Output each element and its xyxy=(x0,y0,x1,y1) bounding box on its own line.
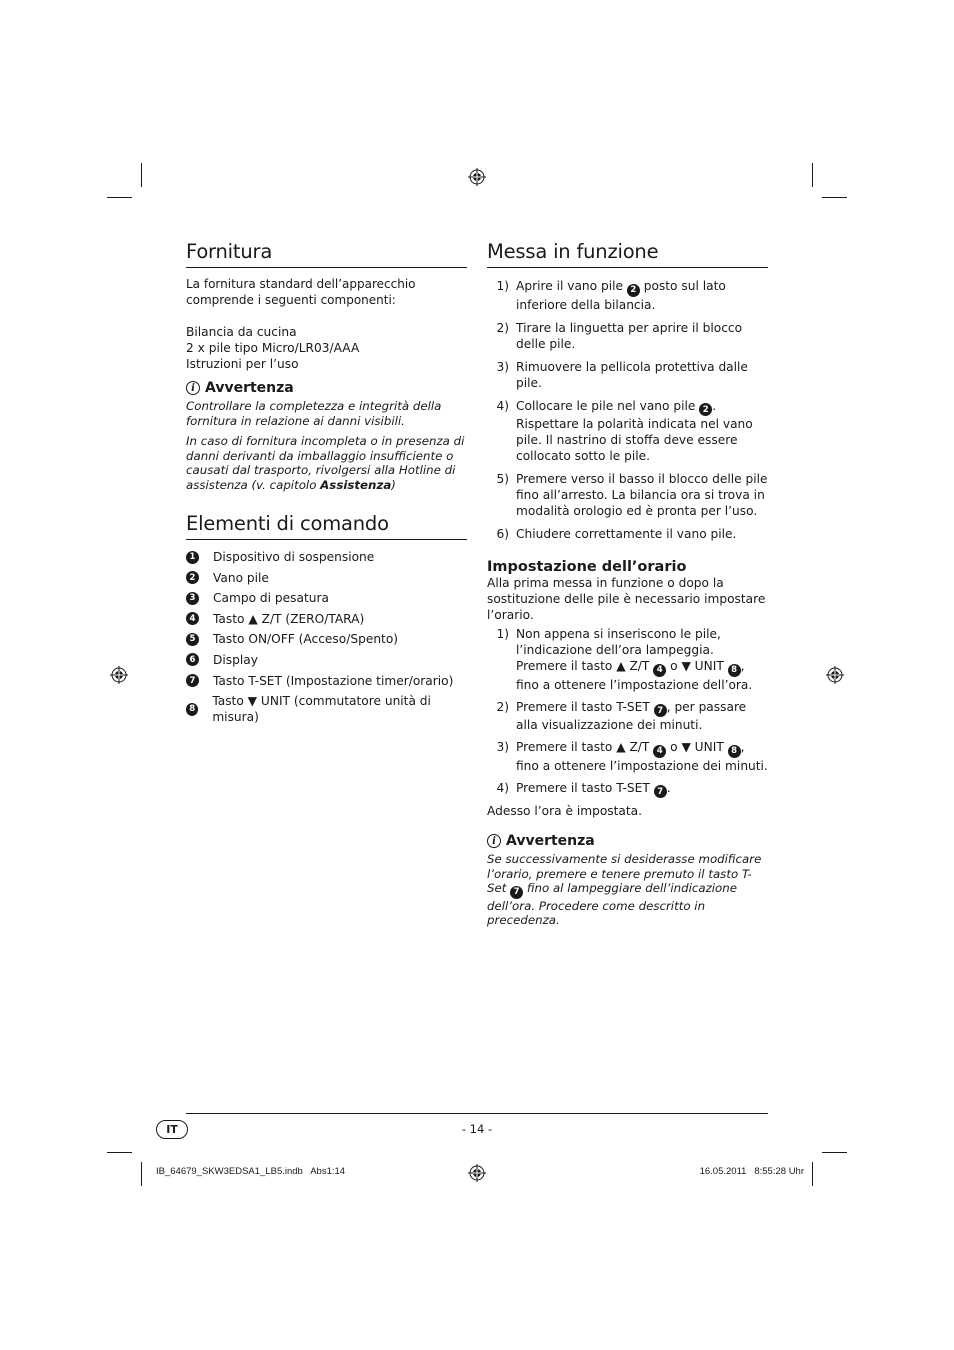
page-number: - 14 - xyxy=(461,1122,493,1136)
section-title-fornitura: Fornitura xyxy=(186,240,467,268)
number-badge: 1 xyxy=(186,551,199,564)
note-text: Controllare la completezza e integrità della fornitura in relazione ai danni visibili. xyxy=(186,399,442,428)
registration-mark-icon xyxy=(826,666,844,684)
number-badge: 8 xyxy=(728,745,741,758)
crop-mark xyxy=(107,1152,132,1153)
crop-mark xyxy=(141,1162,142,1186)
fornitura-intro: La fornitura standard dell’apparecchio comprende i seguenti componenti: xyxy=(186,277,416,307)
orario-outro: Adesso l’ora è impostata. xyxy=(487,804,642,818)
registration-mark-icon xyxy=(468,1164,486,1182)
note-heading xyxy=(487,833,768,849)
footer-rule xyxy=(186,1113,768,1114)
section-title-messa: Messa in funzione xyxy=(487,240,768,268)
number-badge: 6 xyxy=(186,653,199,666)
number-badge: 2 xyxy=(627,284,640,297)
number-badge: 4 xyxy=(653,664,666,677)
crop-mark xyxy=(822,1152,847,1153)
list-item: 6) Chiudere correttamente il vano pile. xyxy=(496,527,737,541)
chapter-reference: Assistenza xyxy=(320,477,392,492)
list-item: Istruzioni per l’uso xyxy=(186,357,299,371)
number-badge: 3 xyxy=(186,592,199,605)
note-heading xyxy=(186,380,467,396)
list-item: 5 Tasto ON/OFF (Acceso/Spento) xyxy=(186,631,467,647)
orario-intro: Alla prima messa in funzione o dopo la sostituzione delle pile è necessario impostare l’orario. xyxy=(487,576,766,622)
number-badge: 7 xyxy=(510,886,523,899)
print-file-info: IB_64679_SKW3EDSA1_LB5.indb Abs1:14 xyxy=(156,1166,346,1177)
number-badge: 4 xyxy=(653,745,666,758)
list-item: 6 Display xyxy=(186,652,467,668)
number-badge: 8 xyxy=(728,664,741,677)
crop-mark xyxy=(141,163,142,187)
number-badge: 2 xyxy=(699,403,712,416)
list-item: 4) Collocare le pile nel vano pile 2 . Rispettare la polarità indicata nel vano pile. Il nastrino di stoffa deve essere collocato sotto le pile. xyxy=(496,398,753,463)
list-item: 7 Tasto T-SET (Impostazione timer/orario) xyxy=(186,673,467,689)
list-item: Bilancia da cucina xyxy=(186,325,297,339)
note-title: Avvertenza xyxy=(506,833,595,849)
controls-list xyxy=(186,549,467,725)
fornitura-list xyxy=(186,324,467,372)
list-item: 2 Vano pile xyxy=(186,570,467,586)
subsection-title-orario: Impostazione dell’orario xyxy=(487,559,687,575)
right-column xyxy=(487,240,768,928)
registration-mark-icon xyxy=(110,666,128,684)
number-badge: 7 xyxy=(654,704,667,717)
list-item: 3) Premere il tasto ▲ Z/T 4 o ▼ UNIT 8 , fino a ottenere l’impostazione dei minuti. xyxy=(496,740,768,773)
crop-mark xyxy=(822,197,847,198)
list-item: 3 Campo di pesatura xyxy=(186,590,467,606)
list-item: 4) Premere il tasto T-SET 7 . xyxy=(496,780,671,797)
crop-mark xyxy=(812,1162,813,1186)
list-item: 5) Premere verso il basso il blocco delle pile fino all’arresto. La bilancia ora si trova in modalità orologio ed è pronta per l’uso. xyxy=(496,472,768,518)
registration-mark-icon xyxy=(468,168,486,186)
section-title-elementi: Elementi di comando xyxy=(186,512,467,540)
print-date: 16.05.2011 8:55:28 Uhr xyxy=(699,1166,804,1177)
list-item: 1) Aprire il vano pile 2 posto sul lato inferiore della bilancia. xyxy=(496,279,726,312)
language-badge xyxy=(156,1120,188,1139)
note-title: Avvertenza xyxy=(205,380,294,396)
number-badge: 4 xyxy=(186,612,199,625)
list-item: 2) Tirare la linguetta per aprire il blocco delle pile. xyxy=(496,320,743,351)
list-item: 8 Tasto ▼ UNIT (commutatore unità di misura) xyxy=(186,693,467,725)
number-badge: 8 xyxy=(186,703,198,716)
info-icon: i xyxy=(186,381,200,395)
list-item: 1 Dispositivo di sospensione xyxy=(186,549,467,565)
list-item: 3) Rimuovere la pellicola protettiva dalle pile. xyxy=(496,359,748,390)
note-text: Se successivamente si desiderasse modificare l’orario, premere e tenere premuto il tasto T-Set 7 fino al lampeggiare dell’indicazione dell’ora. Procedere come descritto in precedenza. xyxy=(487,852,762,928)
language-code: IT xyxy=(166,1123,178,1136)
list-item: 2 x pile tipo Micro/LR03/AAA xyxy=(186,341,360,355)
crop-mark xyxy=(107,197,132,198)
list-item: 4 Tasto ▲ Z/T (ZERO/TARA) xyxy=(186,611,467,627)
list-item: 2) Premere il tasto T-SET 7 , per passare alla visualizzazione dei minuti. xyxy=(496,699,747,732)
number-badge: 7 xyxy=(654,785,667,798)
startup-steps xyxy=(487,278,768,542)
number-badge: 5 xyxy=(186,633,199,646)
note-text: In caso di fornitura incompleta o in presenza di danni derivanti da imballaggio insufficiente o causati dal trasporto, rivolgersi alla Hotline di assistenza (v. capitolo Assistenza) xyxy=(186,434,465,492)
number-badge: 2 xyxy=(186,571,199,584)
clock-steps xyxy=(487,626,768,798)
crop-mark xyxy=(812,163,813,187)
left-column xyxy=(186,240,467,725)
info-icon: i xyxy=(487,834,501,848)
number-badge: 7 xyxy=(186,674,199,687)
list-item: 1) Non appena si inseriscono le pile, l’indicazione dell’ora lampeggia. Premere il tasto ▲ Z/T 4 o ▼ UNIT 8 , fino a ottenere l’impostazione dell’ora. xyxy=(496,627,753,692)
